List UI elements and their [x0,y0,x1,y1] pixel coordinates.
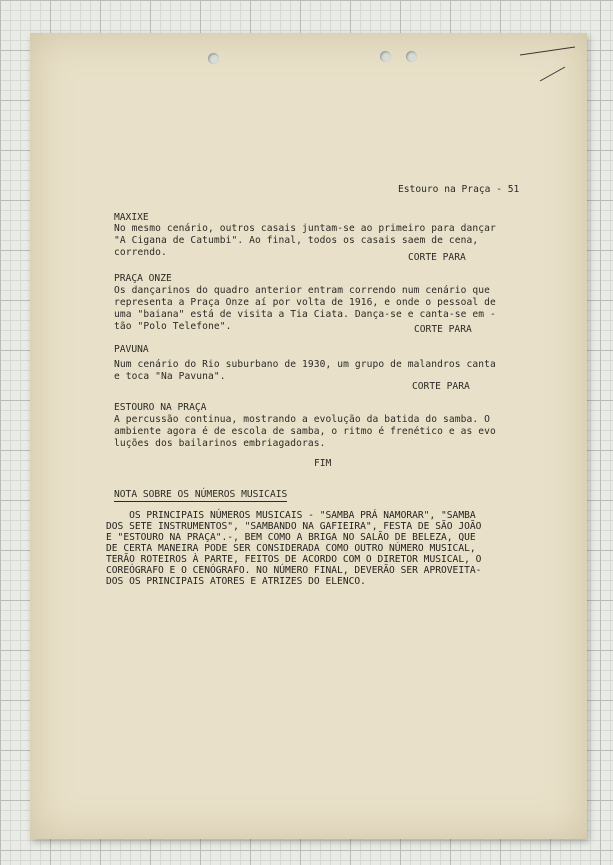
note-body-line: DOS SETE INSTRUMENTOS", "SAMBANDO NA GAFIEIRA", FESTA DE SÃO JOÃO [106,521,482,532]
section-body-line: ambiente agora é de escola de samba, o ritmo é frenético e as evo [114,426,496,437]
section-body-line: "A Cigana de Catumbi". Ao final, todos os casais saem de cena, [114,235,479,246]
section-body-line: luções dos bailarinos embriagadoras. [114,438,326,449]
page-header: Estouro na Praça - 51 [398,184,520,195]
note-body-line: DE CERTA MANEIRA PODE SER CONSIDERADA COMO OUTRO NÚMERO MUSICAL, [106,543,476,554]
punch-hole-middle [380,51,391,62]
transition-cue: CORTE PARA [414,324,472,335]
section-body-line: uma "baiana" está de visita a Tia Ciata. Dança-se e canta-se em - [114,309,496,320]
end-mark: FIM [314,458,332,469]
section-body-line: Os dançarinos do quadro anterior entram correndo num cenário que [114,285,491,296]
section-heading-estouro: ESTOURO NA PRAÇA [114,402,207,413]
transition-cue: CORTE PARA [412,381,470,392]
punch-hole-right [406,51,417,62]
punch-hole-left [208,53,219,64]
section-body-line: e toca "Na Pavuna". [114,371,226,382]
section-body-line: Num cenário do Rio suburbano de 1930, um grupo de malandros canta [114,359,496,370]
section-heading-maxixe: MAXIXE [114,212,149,223]
section-heading-praca-onze: PRAÇA ONZE [114,273,172,284]
section-body-line: tão "Polo Telefone". [114,321,232,332]
note-body-line: DOS OS PRINCIPAIS ATORES E ATRIZES DO ELENCO. [106,576,366,587]
note-title: NOTA SOBRE OS NÚMEROS MUSICAIS [114,489,288,500]
note-body-line: E "ESTOURO NA PRAÇA".-, BEM COMO A BRIGA NO SALÃO DE BELEZA, QUE [106,532,476,543]
pen-mark [520,43,580,93]
note-body-line: TERÃO ROTEIROS À PARTE, FEITOS DE ACORDO COM O DIRETOR MUSICAL, O [106,554,482,565]
section-heading-pavuna: PAVUNA [114,344,149,355]
section-body-line: correndo. [114,247,167,258]
note-body-line: OS PRINCIPAIS NÚMEROS MUSICAIS - "SAMBA PRÁ NAMORAR", "SAMBA [106,510,476,521]
transition-cue: CORTE PARA [408,252,466,263]
section-body-line: No mesmo cenário, outros casais juntam-se ao primeiro para dançar [114,223,496,234]
note-body-line: COREÓGRAFO E O CENÓGRAFO. NO NÚMERO FINAL, DEVERÃO SER APROVEITA- [106,565,482,576]
section-body-line: A percussão continua, mostrando a evolução da batida do samba. O [114,414,491,425]
section-body-line: representa a Praça Onze aí por volta de 1916, e onde o pessoal de [114,297,496,308]
